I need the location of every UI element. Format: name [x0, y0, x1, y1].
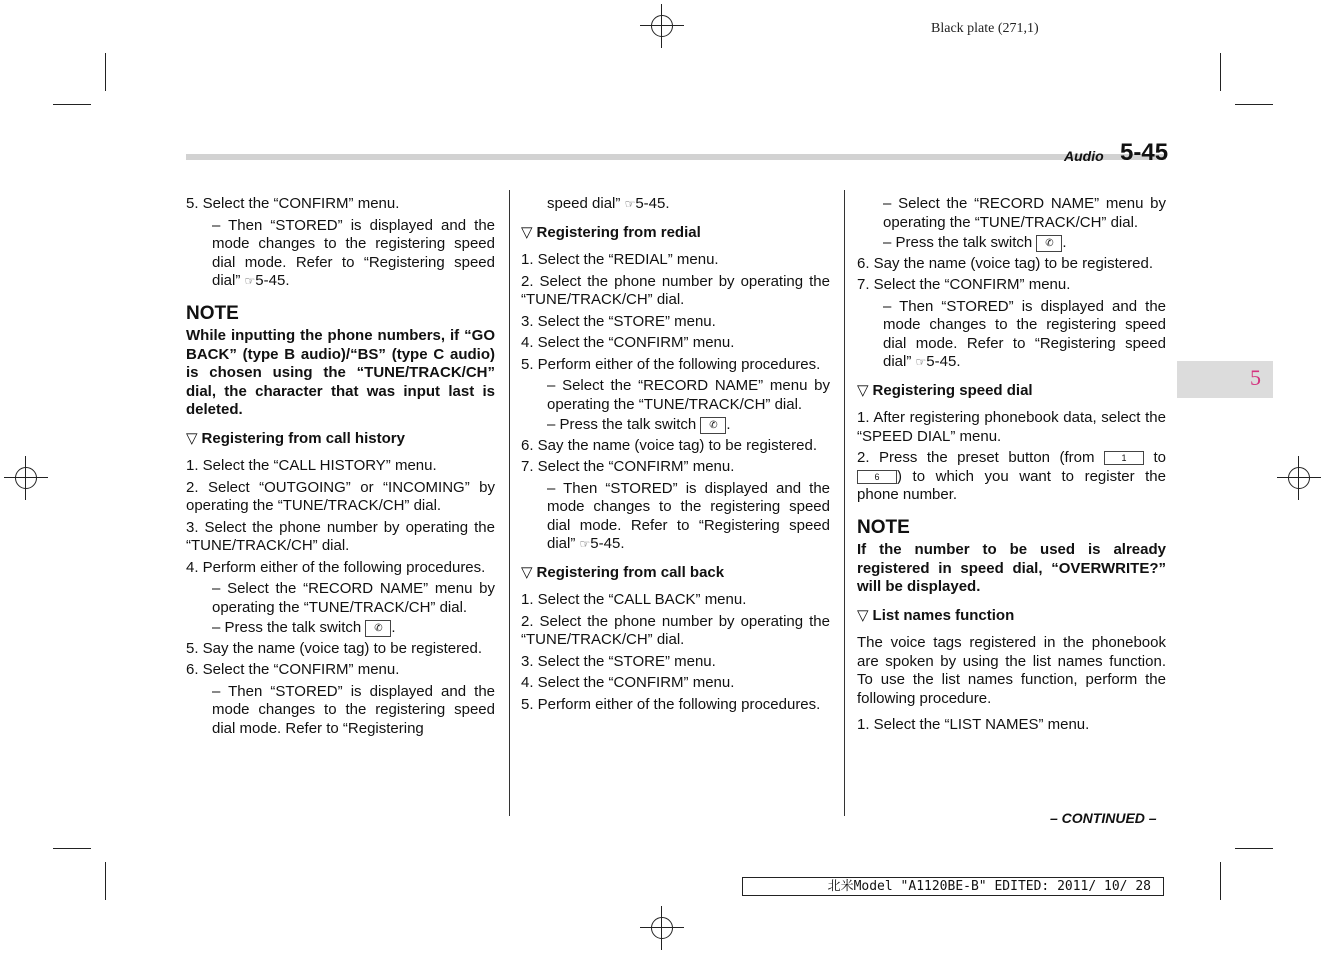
registration-mark [4, 456, 48, 500]
plate-label: Black plate (271,1) [931, 21, 1039, 36]
step: 1. Select the “CALL HISTORY” menu. [186, 457, 437, 474]
substep: speed dial” ☞5-45. [547, 195, 670, 212]
step: 2. Select “OUTGOING” or “INCOMING” by operating the “TUNE/TRACK/CH” dial. [186, 478, 495, 514]
substep: – Select the “RECORD NAME” menu by operating the “TUNE/TRACK/CH” dial. [212, 580, 495, 616]
triangle-icon: ▽ [857, 606, 869, 624]
step: 6. Say the name (voice tag) to be registered. [521, 436, 817, 454]
triangle-icon: ▽ [521, 563, 533, 581]
triangle-icon: ▽ [521, 223, 533, 241]
step: 1. Select the “REDIAL” menu. [521, 251, 719, 268]
page-number: 5-45 [1120, 139, 1169, 166]
page-ref-icon: ☞ [579, 537, 591, 551]
paragraph: The voice tags registered in the phonebook are spoken by using the list names function. To use the list names function, perform the following procedure. [857, 634, 1166, 707]
registration-mark [640, 4, 684, 48]
registration-mark [640, 906, 684, 950]
step: 5. Select the “CONFIRM” menu. [186, 195, 400, 212]
step: 2. Select the phone number by operating the “TUNE/TRACK/CH” dial. [521, 612, 830, 648]
step: 2. Press the preset button (from 1 to 6 ) to which you want to register the phone number. [857, 449, 1166, 503]
step: 7. Select the “CONFIRM” menu. [857, 276, 1071, 293]
step: 5. Say the name (voice tag) to be registered. [186, 639, 482, 657]
crop-mark [1220, 53, 1221, 91]
step: 1. After registering phonebook data, select the “SPEED DIAL” menu. [857, 409, 1166, 445]
subheading: ▽ Registering speed dial [857, 381, 1033, 399]
crop-mark [53, 104, 91, 105]
crop-mark [1235, 848, 1273, 849]
page-ref-icon: ☞ [915, 355, 927, 369]
chapter-tab [1177, 361, 1273, 398]
step: 4. Select the “CONFIRM” menu. [521, 334, 735, 351]
continued-label: – CONTINUED – [1050, 810, 1157, 826]
substep: – Then “STORED” is displayed and the mode changes to the registering speed dial mode. Refer to “Registering speed dial” ☞5-45. [883, 297, 1166, 370]
step: 4. Perform either of the following procedures. [186, 558, 486, 576]
note-body: If the number to be used is already registered in speed dial, “OVERWRITE?” will be displayed. [857, 541, 1166, 595]
note-body: While inputting the phone numbers, if “GO BACK” (type B audio)/“BS” (type C audio) is chosen using the “TUNE/TRACK/CH” dial, the character that was input last is deleted. [186, 327, 495, 418]
subheading: ▽ Registering from redial [521, 223, 701, 241]
step: 7. Select the “CONFIRM” menu. [521, 458, 735, 475]
step: 6. Say the name (voice tag) to be registered. [857, 254, 1153, 272]
edit-info-box: 北米Model "A1120BE-B" EDITED: 2011/ 10/ 28 [742, 877, 1164, 896]
note-title: NOTE [857, 516, 910, 538]
step: 3. Select the phone number by operating the “TUNE/TRACK/CH” dial. [186, 518, 495, 554]
header-bar [186, 154, 1166, 160]
step: 4. Select the “CONFIRM” menu. [521, 674, 735, 691]
step: 3. Select the “STORE” menu. [521, 312, 716, 330]
substep: – Then “STORED” is displayed and the mode changes to the registering speed dial mode. Refer to “Registering speed dial” ☞5-45. [212, 216, 495, 289]
column-1 [186, 195, 495, 740]
column-2 [521, 195, 830, 717]
note-title: NOTE [186, 302, 239, 324]
column-divider [844, 190, 845, 816]
crop-mark [53, 848, 91, 849]
substep: – Then “STORED” is displayed and the mode changes to the registering speed dial mode. Refer to “Registering [212, 682, 495, 737]
talk-switch-icon: ✆ [700, 417, 726, 434]
step: 6. Select the “CONFIRM” menu. [186, 661, 400, 678]
chapter-tab-number: 5 [1250, 365, 1261, 390]
substep: – Press the talk switch ✆ . [547, 416, 731, 433]
substep: – Press the talk switch ✆ . [883, 234, 1067, 251]
step: 5. Perform either of the following procedures. [521, 695, 821, 713]
talk-switch-icon: ✆ [365, 620, 391, 637]
triangle-icon: ▽ [857, 381, 869, 399]
page-ref-icon: ☞ [624, 197, 636, 211]
substep: – Select the “RECORD NAME” menu by operating the “TUNE/TRACK/CH” dial. [883, 195, 1166, 231]
column-3 [857, 195, 1166, 738]
substep: – Select the “RECORD NAME” menu by operating the “TUNE/TRACK/CH” dial. [547, 377, 830, 413]
registration-mark [1277, 456, 1321, 500]
crop-mark [1220, 862, 1221, 900]
step: 5. Perform either of the following procedures. [521, 355, 821, 373]
preset-button-6-icon: 6 [857, 470, 897, 484]
subheading: ▽ Registering from call history [186, 429, 405, 447]
crop-mark [105, 862, 106, 900]
step: 2. Select the phone number by operating the “TUNE/TRACK/CH” dial. [521, 272, 830, 308]
subheading: ▽ Registering from call back [521, 563, 725, 581]
preset-button-1-icon: 1 [1104, 451, 1144, 465]
triangle-icon: ▽ [186, 429, 198, 447]
talk-switch-icon: ✆ [1036, 235, 1062, 252]
column-divider [509, 190, 510, 816]
substep: – Press the talk switch ✆ . [212, 619, 396, 636]
step: 3. Select the “STORE” menu. [521, 652, 716, 670]
step: 1. Select the “CALL BACK” menu. [521, 591, 747, 608]
crop-mark [1235, 104, 1273, 105]
substep: – Then “STORED” is displayed and the mode changes to the registering speed dial mode. Refer to “Registering speed dial” ☞5-45. [547, 479, 830, 552]
step: 1. Select the “LIST NAMES” menu. [857, 716, 1090, 733]
subheading: ▽ List names function [857, 606, 1015, 624]
page-ref-icon: ☞ [244, 274, 256, 288]
crop-mark [105, 53, 106, 91]
section-title: Audio [1064, 148, 1104, 164]
